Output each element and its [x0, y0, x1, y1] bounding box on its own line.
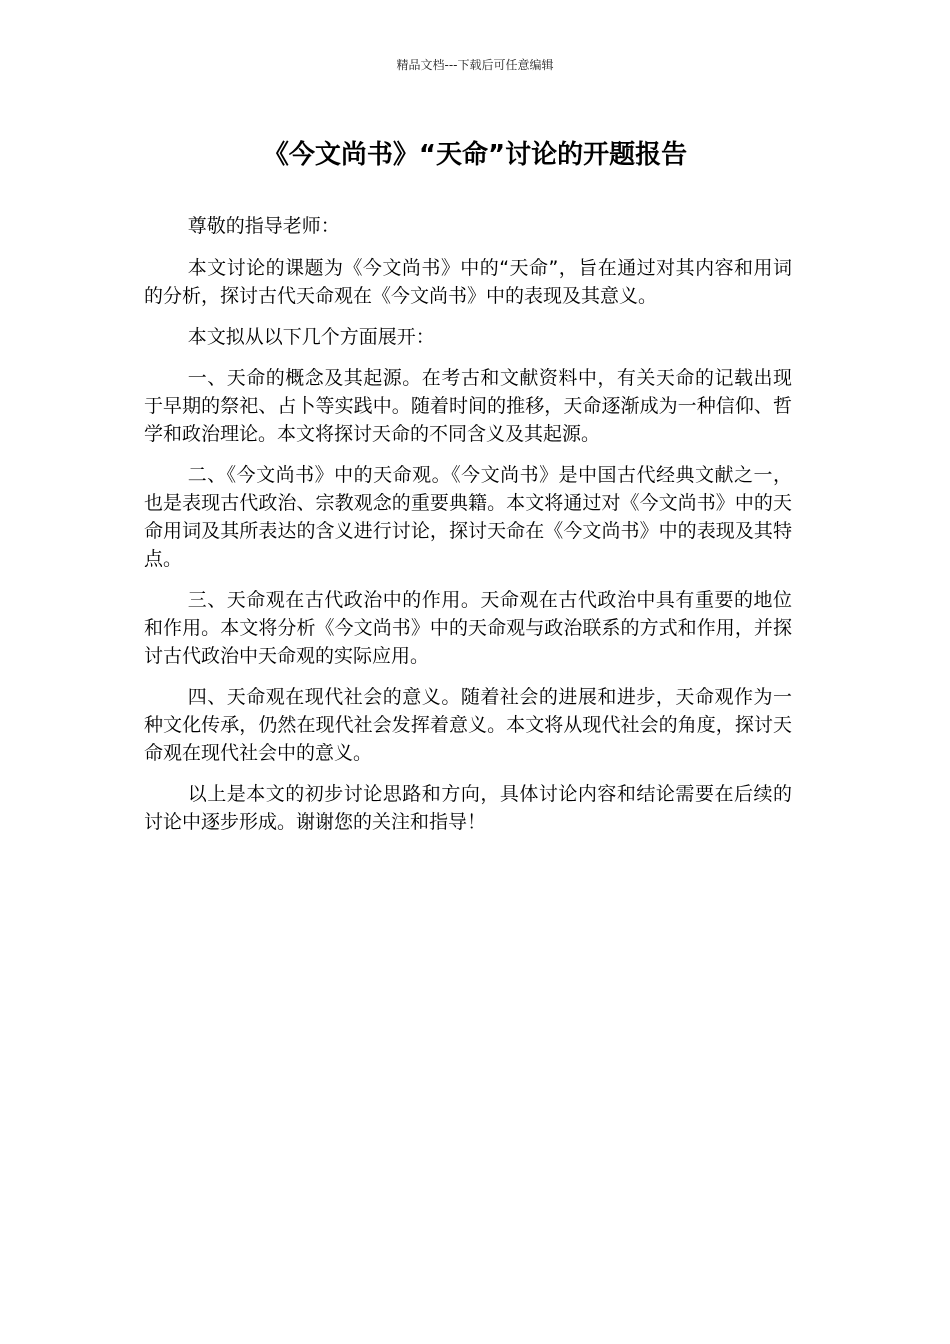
paragraph-outline: 本文拟从以下几个方面展开：: [187, 326, 435, 348]
document-body: [144, 212, 792, 849]
paragraph-section-1: 一、天命的概念及其起源。在考古和文献资料中，有关天命的记载出现于早期的祭祀、占卜等实践中。随着时间的推移，天命逐渐成为一种信仰、哲学和政治理论。本文将探讨天命的不同含义及其起源。: [144, 367, 792, 445]
document-title: 《今文尚书》“天命”讨论的开题报告: [262, 140, 688, 170]
paragraph-intro: 本文讨论的课题为《今文尚书》中的“天命”，旨在通过对其内容和用词的分析，探讨古代天命观在《今文尚书》中的表现及其意义。: [144, 257, 792, 307]
paragraph-section-3: 三、天命观在古代政治中的作用。天命观在古代政治中具有重要的地位和作用。本文将分析《今文尚书》中的天命观与政治联系的方式和作用，并探讨古代政治中天命观的实际应用。: [144, 589, 792, 667]
page-header: 精品文档---下载后可任意编辑: [396, 58, 554, 72]
paragraph-section-4: 四、天命观在现代社会的意义。随着社会的进展和进步，天命观作为一种文化传承，仍然在现代社会发挥着意义。本文将从现代社会的角度，探讨天命观在现代社会中的意义。: [144, 686, 792, 764]
paragraph-section-2: 二、《今文尚书》中的天命观。《今文尚书》是中国古代经典文献之一，也是表现古代政治、宗教观念的重要典籍。本文将通过对《今文尚书》中的天命用词及其所表达的含义进行讨论，探讨天命在《今文尚书》中的表现及其特点。: [144, 464, 792, 570]
paragraph-closing: 以上是本文的初步讨论思路和方向，具体讨论内容和结论需要在后续的讨论中逐步形成。谢谢您的关注和指导！: [144, 783, 792, 833]
salutation: 尊敬的指导老师：: [187, 215, 340, 237]
